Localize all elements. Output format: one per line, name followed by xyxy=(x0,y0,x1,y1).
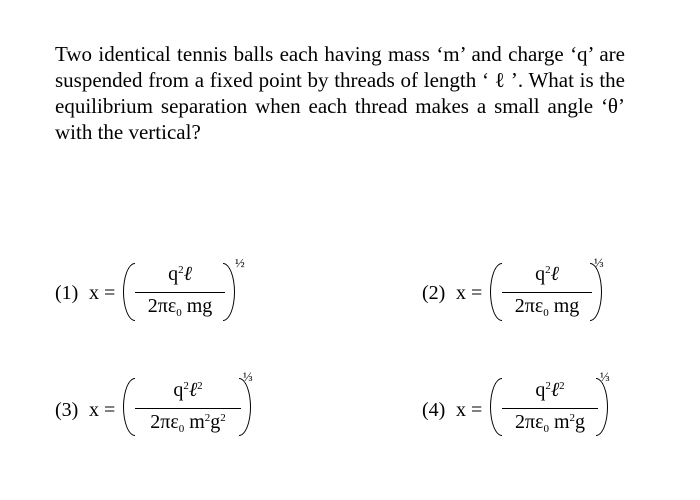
option-3[interactable] xyxy=(55,369,285,442)
option-2-numerator: $q^2\ell$ xyxy=(535,263,559,285)
right-paren xyxy=(596,378,608,436)
option-2-lhs: x = xyxy=(456,282,483,304)
option-1-exponent: ½ xyxy=(235,255,245,270)
question-text: Two identical tennis balls each having mass ‘m’ and charge ‘q’ are suspended from a fixed point by threads of length ‘ ℓ ’. What is the equilibrium separation when each thread makes a small angle ‘θ’ with the vertical? xyxy=(55,42,625,144)
option-4-label: (4) xyxy=(422,399,446,421)
option-1-denominator: $2\pi\varepsilon_0$ mg xyxy=(147,295,213,319)
right-paren xyxy=(590,263,602,321)
option-1-numerator: $q^2\ell$ xyxy=(168,263,192,285)
option-3-denominator: $2\pi\varepsilon_0$ $m^2g^2$ xyxy=(150,411,226,435)
option-4-lhs: x = xyxy=(456,399,483,421)
fraction-bar xyxy=(502,292,592,293)
option-4-exponent: ⅓ xyxy=(600,369,610,384)
option-2-label: (2) xyxy=(422,282,446,304)
option-3-exponent: ⅓ xyxy=(243,369,253,384)
option-4-denominator: $2\pi\varepsilon_0$ $m^2g$ xyxy=(514,411,586,435)
option-1-lhs: x = xyxy=(89,282,116,304)
option-1-label: (1) xyxy=(55,282,79,304)
option-1[interactable] xyxy=(55,255,275,328)
option-2-denominator: $2\pi\varepsilon_0$ mg xyxy=(514,295,580,319)
option-4[interactable] xyxy=(422,369,652,442)
fraction-bar xyxy=(135,292,225,293)
right-paren xyxy=(239,378,251,436)
option-2-exponent: ⅓ xyxy=(594,255,604,270)
fraction-bar xyxy=(135,408,241,409)
option-4-numerator: $q^2\ell^2$ xyxy=(535,379,565,401)
fraction-bar xyxy=(502,408,598,409)
option-3-lhs: x = xyxy=(89,399,116,421)
option-3-numerator: $q^2\ell^2$ xyxy=(173,379,203,401)
right-paren xyxy=(223,263,235,321)
option-3-label: (3) xyxy=(55,399,79,421)
option-2[interactable] xyxy=(422,255,642,328)
